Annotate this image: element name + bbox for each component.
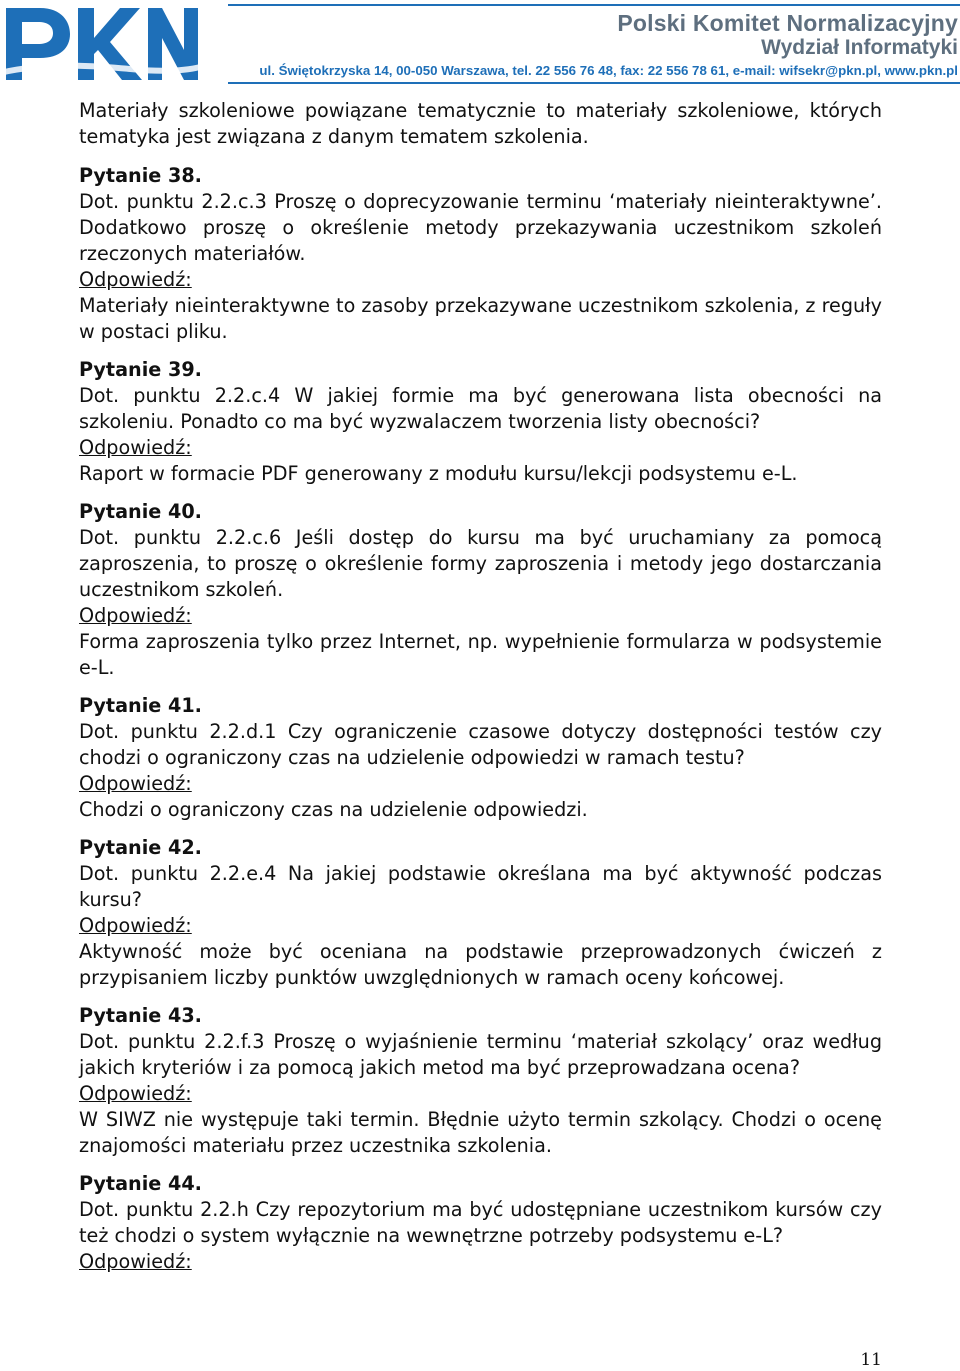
page-number: 11	[860, 1350, 882, 1370]
answer-label: Odpowiedź:	[79, 772, 192, 795]
question-title: Pytanie 41.	[79, 694, 202, 717]
header-top-rule	[228, 4, 960, 6]
answer-text: Chodzi o ograniczony czas na udzielenie odpowiedzi.	[79, 798, 588, 821]
question-text: Dot. punktu 2.2.f.3 Proszę o wyjaśnienie terminu ‘materiał szkolący’ oraz według jakich kryteriów i za pomocą jakich metod ma być przeprowadzana ocena?	[79, 1030, 882, 1079]
answer-label: Odpowiedź:	[79, 1250, 192, 1273]
question-title: Pytanie 38.	[79, 164, 202, 187]
document-body	[79, 98, 882, 1287]
answer-label: Odpowiedź:	[79, 604, 192, 627]
answer-text: Forma zaproszenia tylko przez Internet, np. wypełnienie formularza w podsystemie e-L.	[79, 630, 882, 679]
qa-block-42	[79, 835, 882, 991]
qa-block-40	[79, 499, 882, 681]
question-title: Pytanie 40.	[79, 500, 202, 523]
answer-text: Raport w formacie PDF generowany z modułu kursu/lekcji podsystemu e-L.	[79, 462, 798, 485]
header-bottom-rule	[228, 82, 960, 84]
question-title: Pytanie 44.	[79, 1172, 202, 1195]
question-title: Pytanie 39.	[79, 358, 202, 381]
qa-block-41	[79, 693, 882, 823]
page-header	[0, 0, 960, 84]
answer-text: Materiały nieinteraktywne to zasoby przekazywane uczestnikom szkolenia, z reguły w postaci pliku.	[79, 294, 882, 343]
org-name: Polski Komitet Normalizacyjny	[617, 10, 958, 36]
answer-label: Odpowiedź:	[79, 436, 192, 459]
question-text: Dot. punktu 2.2.c.4 W jakiej formie ma być generowana lista obecności na szkoleniu. Ponadto co ma być wyzwalaczem tworzenia listy obecności?	[79, 384, 882, 433]
question-title: Pytanie 42.	[79, 836, 202, 859]
answer-label: Odpowiedź:	[79, 268, 192, 291]
question-text: Dot. punktu 2.2.e.4 Na jakiej podstawie określana ma być aktywność podczas kursu?	[79, 862, 882, 911]
question-text: Dot. punktu 2.2.c.3 Proszę o doprecyzowanie terminu ‘materiały nieinteraktywne’. Dodatkowo proszę o określenie metody przekazywania uczestnikom szkoleń rzeczonych materiałów.	[79, 190, 882, 265]
answer-label: Odpowiedź:	[79, 1082, 192, 1105]
answer-label: Odpowiedź:	[79, 914, 192, 937]
qa-block-39	[79, 357, 882, 487]
question-text: Dot. punktu 2.2.h Czy repozytorium ma być udostępniane uczestnikom kursów czy też chodzi o system wyłącznie na wewnętrzne potrzeby podsystemu e-L?	[79, 1198, 882, 1247]
question-text: Dot. punktu 2.2.d.1 Czy ograniczenie czasowe dotyczy dostępności testów czy chodzi o ograniczony czas na udzielenie odpowiedzi w ramach testu?	[79, 720, 882, 769]
question-text: Dot. punktu 2.2.c.6 Jeśli dostęp do kursu ma być uruchamiany za pomocą zaproszenia, to proszę o określenie formy zaproszenia i metody jego dostarczania uczestnikom szkoleń.	[79, 526, 882, 601]
question-title: Pytanie 43.	[79, 1004, 202, 1027]
pkn-logo	[0, 0, 200, 84]
qa-block-43	[79, 1003, 882, 1159]
org-department: Wydział Informatyki	[761, 36, 958, 59]
intro-paragraph: Materiały szkoleniowe powiązane tematycznie to materiały szkoleniowe, których tematyka jest związana z danym tematem szkolenia.	[79, 99, 882, 148]
qa-block-44	[79, 1171, 882, 1275]
qa-block-38	[79, 163, 882, 345]
org-address: ul. Świętokrzyska 14, 00-050 Warszawa, tel. 22 556 76 48, fax: 22 556 78 61, e-mail: wifsekr@pkn.pl, www.pkn.pl	[259, 63, 958, 78]
answer-text: W SIWZ nie występuje taki termin. Błędnie użyto termin szkolący. Chodzi o ocenę znajomości materiału przez uczestnika szkolenia.	[79, 1108, 882, 1157]
answer-text: Aktywność może być oceniana na podstawie przeprowadzonych ćwiczeń z przypisaniem liczby punktów uwzględnionych w ramach oceny końcowej.	[79, 940, 882, 989]
